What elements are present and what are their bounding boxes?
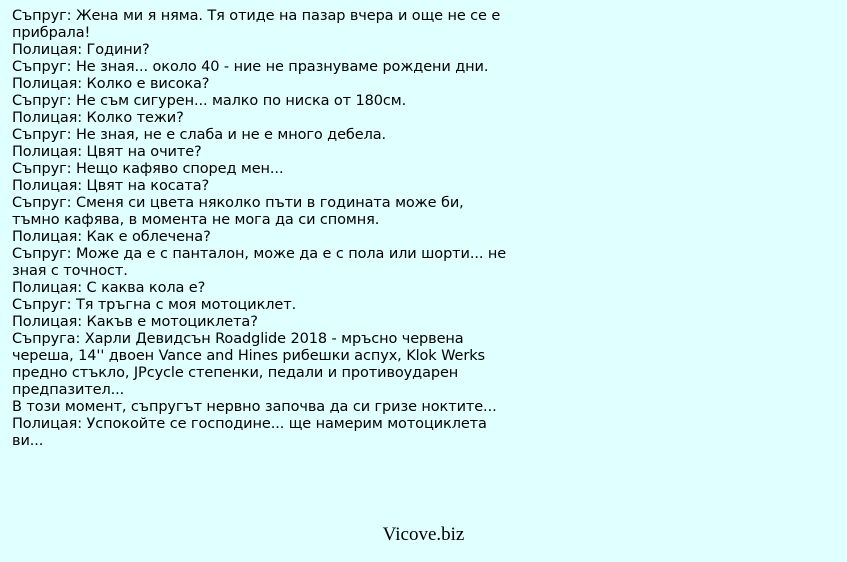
joke-line: Полицая: Какъв е мотоциклета? [12, 314, 258, 330]
joke-line: Съпруг: Тя тръгна с моя мотоциклет. [12, 297, 297, 313]
joke-line: Съпруг: Жена ми я няма. Тя отиде на пазар вчера и още не се е прибрала! [12, 8, 501, 41]
joke-line: Полицая: С каква кола е? [12, 280, 206, 296]
joke-line: Съпруг: Не зная... около 40 - ние не празнуваме рождени дни. [12, 59, 489, 75]
joke-text [12, 8, 512, 450]
joke-line: Съпруг: Може да е с панталон, може да е с пола или шорти... не зная с точност. [12, 246, 507, 279]
site-watermark: Vicove.biz [382, 524, 465, 545]
joke-line: Полицая: Успокойте се господине... ще намерим мотоциклета ви... [12, 416, 487, 449]
joke-line: Полицая: Цвят на очите? [12, 144, 202, 160]
joke-line: Полицая: Как е облечена? [12, 229, 211, 245]
joke-line: В този момент, съпругът нервно започва да си гризе ноктите... [12, 399, 497, 415]
joke-line: Полицая: Години? [12, 42, 150, 58]
joke-line: Съпруг: Сменя си цвета няколко пъти в годината може би, тъмно кафява, в момента не мога да си спомня. [12, 195, 464, 228]
joke-line: Полицая: Колко тежи? [12, 110, 184, 126]
joke-line: Съпруг: Нещо кафяво според мен... [12, 161, 284, 177]
joke-line: Полицая: Колко е висока? [12, 76, 210, 92]
joke-line: Съпруга: Харли Девидсън Roadglide 2018 - мръсно червена череша, 14'' двоен Vance and Hines рибешки аспух, Klok Werks предно стъкло, JPcycle степенки, педали и противоударен предпазител... [12, 331, 485, 398]
joke-line: Полицая: Цвят на косата? [12, 178, 210, 194]
joke-line: Съпруг: Не зная, не е слаба и не е много дебела. [12, 127, 387, 143]
joke-line: Съпруг: Не съм сигурен... малко по ниска от 180см. [12, 93, 407, 109]
